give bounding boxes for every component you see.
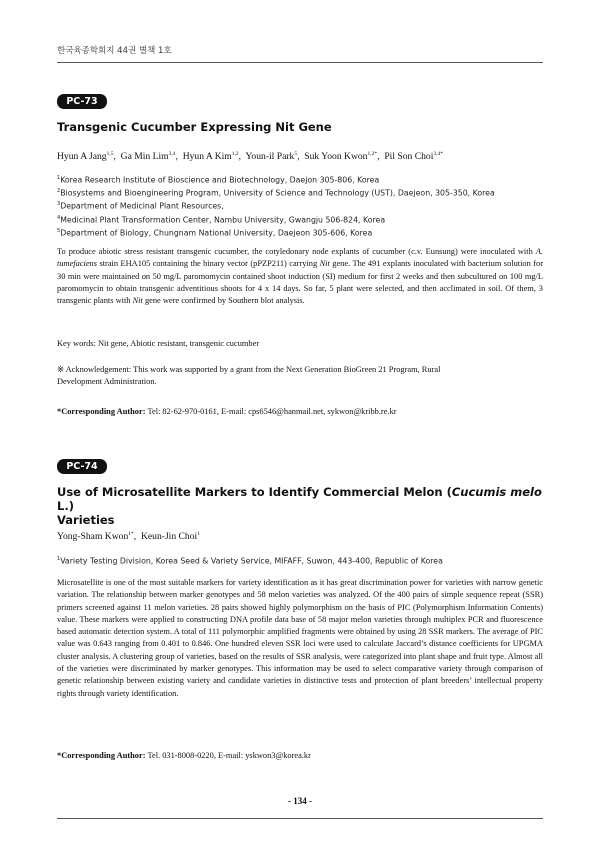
author-affil-sup: 1*	[128, 531, 134, 537]
author-list-pc73: Hyun A Jang$^{1,5}$, Ga Min Lim$^{3,4}$, Hyun A Kim$^{1,2}$, Youn-il Park$^5$, Suk Yoon Kwon$^{1,2*}$, Pil Son Choi$^{3,4*}$	[57, 151, 443, 163]
author-affil-sup: 5	[294, 151, 298, 157]
affiliation-item: $^5$Department of Biology, Chungnam National University, Daejeon 305-606, Korea	[57, 227, 373, 238]
author-affil-sup: 1,2	[231, 151, 239, 157]
abstract-body-pc74: Microsatellite is one of the most suitable markers for variety identification as it has great discrimination power for varieties with narrow genetic variation. The relationship between marker genotypes and 58 melon varieties was analyzed. Of the 400 pairs of simple sequence repeat (SSR) primers screened against 11 melon varieties. 28 pairs showed highly polymorphism on the basis of PIC (Polymorphism Information Contents) value. These markers were applied to constructing DNA profile data base of 58 major melon varieties through multiplex PCR and fluorescence based automatic detection system. A total of 111 polymorphic amplified fragments were obtained by using 28 SSR markers. The average of PIC value was 0.643 ranging from 0.401 to 0.846. One hundred eleven SSR loci were used to calculate Jaccard’s distance coefficients for UPGMA cluster analysis. A clustering group of varieties, based on the results of SSR analysis, were categorized into plant shape and fruit type. Almost all of the varieties were discriminated by marker genotypes. This information may be used to select comparative variety through comparison of genetic relationship between existing variety and candidate varieties in distinctive tests and protection of plant breeders’ intellectual property rights through variety identification.	[57, 578, 543, 698]
keywords-pc73: Key words: Nit gene, Abiotic resistant, transgenic cucumber	[57, 339, 260, 348]
affiliation-list-pc74	[57, 554, 547, 567]
abstract-body-pc73: To produce abiotic stress resistant transgenic cucumber, the cotyledonary node explants of cucumber (c.v. Eunsung) were inoculated with A. tumefaciens strain EHA105 containing the binary vector (pPZP211) carrying Nit gene. The 491 explants inoculated with bacterium solution for 30 min were maintained on 50 mg/L paromomycin contained shoot induction (SI) medium for first 2 weeks and then subcultured on 100 mg/L paromomycin to obtain transgenic adventitious shoots for 4 x 14 days. So far, 5 plant were selected, and then acclimated in soil. Of them, 3 transgenic plants with Nit gene were confirmed by Southern blot analysis.	[57, 247, 543, 306]
species-name: Cucumis melo	[451, 485, 542, 499]
author-affil-sup: 3,4*	[433, 151, 443, 157]
author-affil-sup: 1	[197, 531, 200, 537]
gene-name: Nit	[319, 259, 330, 269]
author-list-pc74: Yong-Sham Kwon$^{1*}$, Keun-Jin Choi$^1$	[57, 531, 200, 543]
author-name: Yong-Sham Kwon	[57, 531, 129, 543]
bottom-rule	[57, 818, 543, 819]
author-name: Ga Min Lim	[120, 151, 169, 163]
page-number: - 134 -	[288, 796, 312, 806]
affiliation-item: $^4$Medicinal Plant Transformation Center, Nambu University, Gwangju 506-824, Korea	[57, 214, 386, 225]
author-name: Suk Yoon Kwon	[304, 151, 368, 163]
corresponding-author-pc74: *Corresponding Author: Tel. 031-8008-0220, E-mail: yskwon3@korea.kr	[57, 751, 311, 760]
species-name: A. tumefaciens	[57, 247, 543, 269]
abstract-title-pc73: Transgenic Cucumber Expressing Nit Gene	[57, 120, 332, 134]
acknowledgement-pc73: ※ Acknowledgement: This work was supported by a grant from the Next Generation BioGreen 21 Program, Rural Development Administration.	[57, 365, 441, 387]
author-name: Youn-il Park	[245, 151, 295, 163]
affiliation-list-pc73	[57, 173, 547, 239]
corresponding-author-pc73: *Corresponding Author: Tel: 82-62-970-0161, E-mail: cps6546@hanmail.net, sykwon@kribb.re.kr	[57, 407, 397, 416]
abstract-badge-pc74: PC-74	[57, 459, 107, 474]
abstract-badge-pc73: PC-73	[57, 94, 107, 109]
affiliation-item: $^1$Variety Testing Division, Korea Seed & Variety Service, MIFAFF, Suwon, 443-400, Republic of Korea	[57, 556, 443, 566]
author-affil-sup: 3,4	[168, 151, 176, 157]
journal-header: 한국육종학회지 44권 별책 1호	[57, 46, 172, 56]
author-affil-sup: 1,2*	[367, 151, 378, 157]
top-rule	[57, 62, 543, 63]
author-name: Hyun A Kim	[182, 151, 232, 163]
affiliation-item: $^3$Department of Medicinal Plant Resources,	[57, 201, 224, 211]
author-name: Keun-Jin Choi	[140, 531, 198, 543]
author-affil-sup: 1,5	[106, 151, 114, 157]
author-name: Pil Son Choi	[384, 151, 434, 163]
gene-name: Nit	[132, 296, 143, 306]
affiliation-item: $^1$Korea Research Institute of Bioscience and Biotechnology, Daejon 305-806, Korea	[57, 175, 380, 185]
author-name: Hyun A Jang	[57, 151, 107, 163]
abstract-title-pc74: Use of Microsatellite Markers to Identify Commercial Melon (Cucumis melo L.) Varieties	[57, 485, 542, 527]
affiliation-item: $^2$Biosystems and Bioengineering Program, University of Science and Technology (UST), Daejeon, 305-350, Korea	[57, 188, 495, 198]
